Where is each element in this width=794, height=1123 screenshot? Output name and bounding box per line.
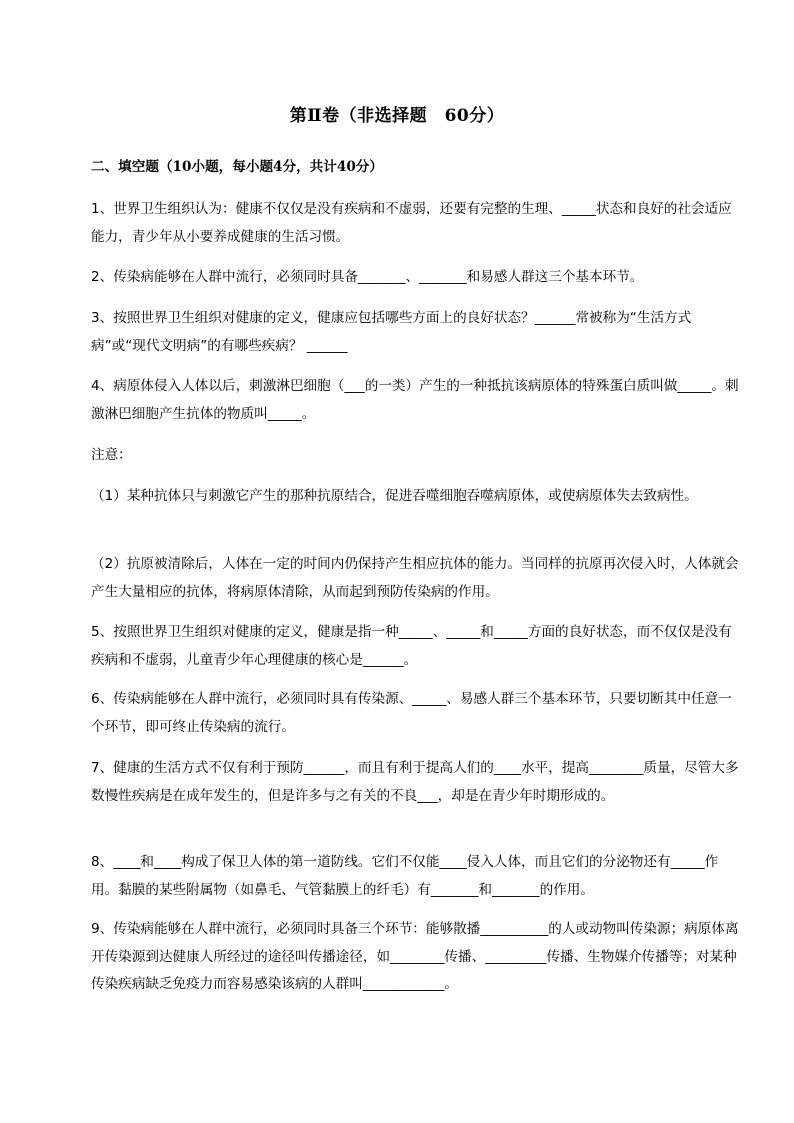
question-5: 5、按照世界卫生组织对健康的定义，健康是指一种_____、_____和_____方面的良好状态，而不仅仅是没有疾病和不虚弱，儿童青少年心理健康的核心是______。 <box>91 624 732 668</box>
note-label: 注意： <box>91 447 132 463</box>
question-3: 3、按照世界卫生组织对健康的定义，健康应包括哪些方面上的良好状态？______常被称为“生活方式病”或“现代文明病”的有哪些疾病？ ______ <box>91 310 692 354</box>
page-title: 第Ⅱ卷（非选择题 60分） <box>289 106 505 126</box>
question-7: 7、健康的生活方式不仅有利于预防______，而且有利于提高人们的____水平，提高________质量，尽管大多数慢性疾病是在成年发生的，但是许多与之有关的不良___，却是在青少年时期形成的。 <box>91 760 739 804</box>
note-2: （2）抗原被清除后，人体在一定的时间内仍保持产生相应抗体的能力。当同样的抗原再次侵入时，人体就会产生大量相应的抗体，将病原体清除，从而起到预防传染病的作用。 <box>91 556 739 600</box>
section-heading: 二、填空题（10小题，每小题4分，共计40分） <box>91 159 383 175</box>
question-9: 9、传染病能够在人群中流行，必须同时具备三个环节：能够散播__________的人或动物叫传染源；病原体离开传染源到达健康人所经过的途径叫传播途径，如________传播、_________传播、生物媒介传播等；对某种传染疾病缺乏免疫力而容易感染该病的人群叫____________。 <box>91 921 739 992</box>
question-6: 6、传染病能够在人群中流行，必须同时具有传染源、_____、易感人群三个基本环节，只要切断其中任意一个环节，即可终止传染病的流行。 <box>91 691 732 735</box>
note-1: （1）某种抗体只与刺激它产生的那种抗原结合，促进吞噬细胞吞噬病原体，或使病原体失去致病性。 <box>91 488 698 504</box>
question-1: 1、世界卫生组织认为：健康不仅仅是没有疾病和不虚弱，还要有完整的生理、_____状态和良好的社会适应能力，青少年从小要养成健康的生活习惯。 <box>91 201 732 245</box>
question-8: 8、____和____构成了保卫人体的第一道防线。它们不仅能____侵入人体，而且它们的分泌物还有_____作用。黏膜的某些附属物（如鼻毛、气管黏膜上的纤毛）有_______和_______的作用。 <box>91 854 719 898</box>
question-4: 4、病原体侵入人体以后，刺激淋巴细胞（___的一类）产生的一种抵抗该病原体的特殊蛋白质叫做_____。刺激淋巴细胞产生抗体的物质叫_____。 <box>91 378 739 422</box>
question-2: 2、传染病能够在人群中流行，必须同时具备_______、_______和易感人群这三个基本环节。 <box>91 269 644 285</box>
